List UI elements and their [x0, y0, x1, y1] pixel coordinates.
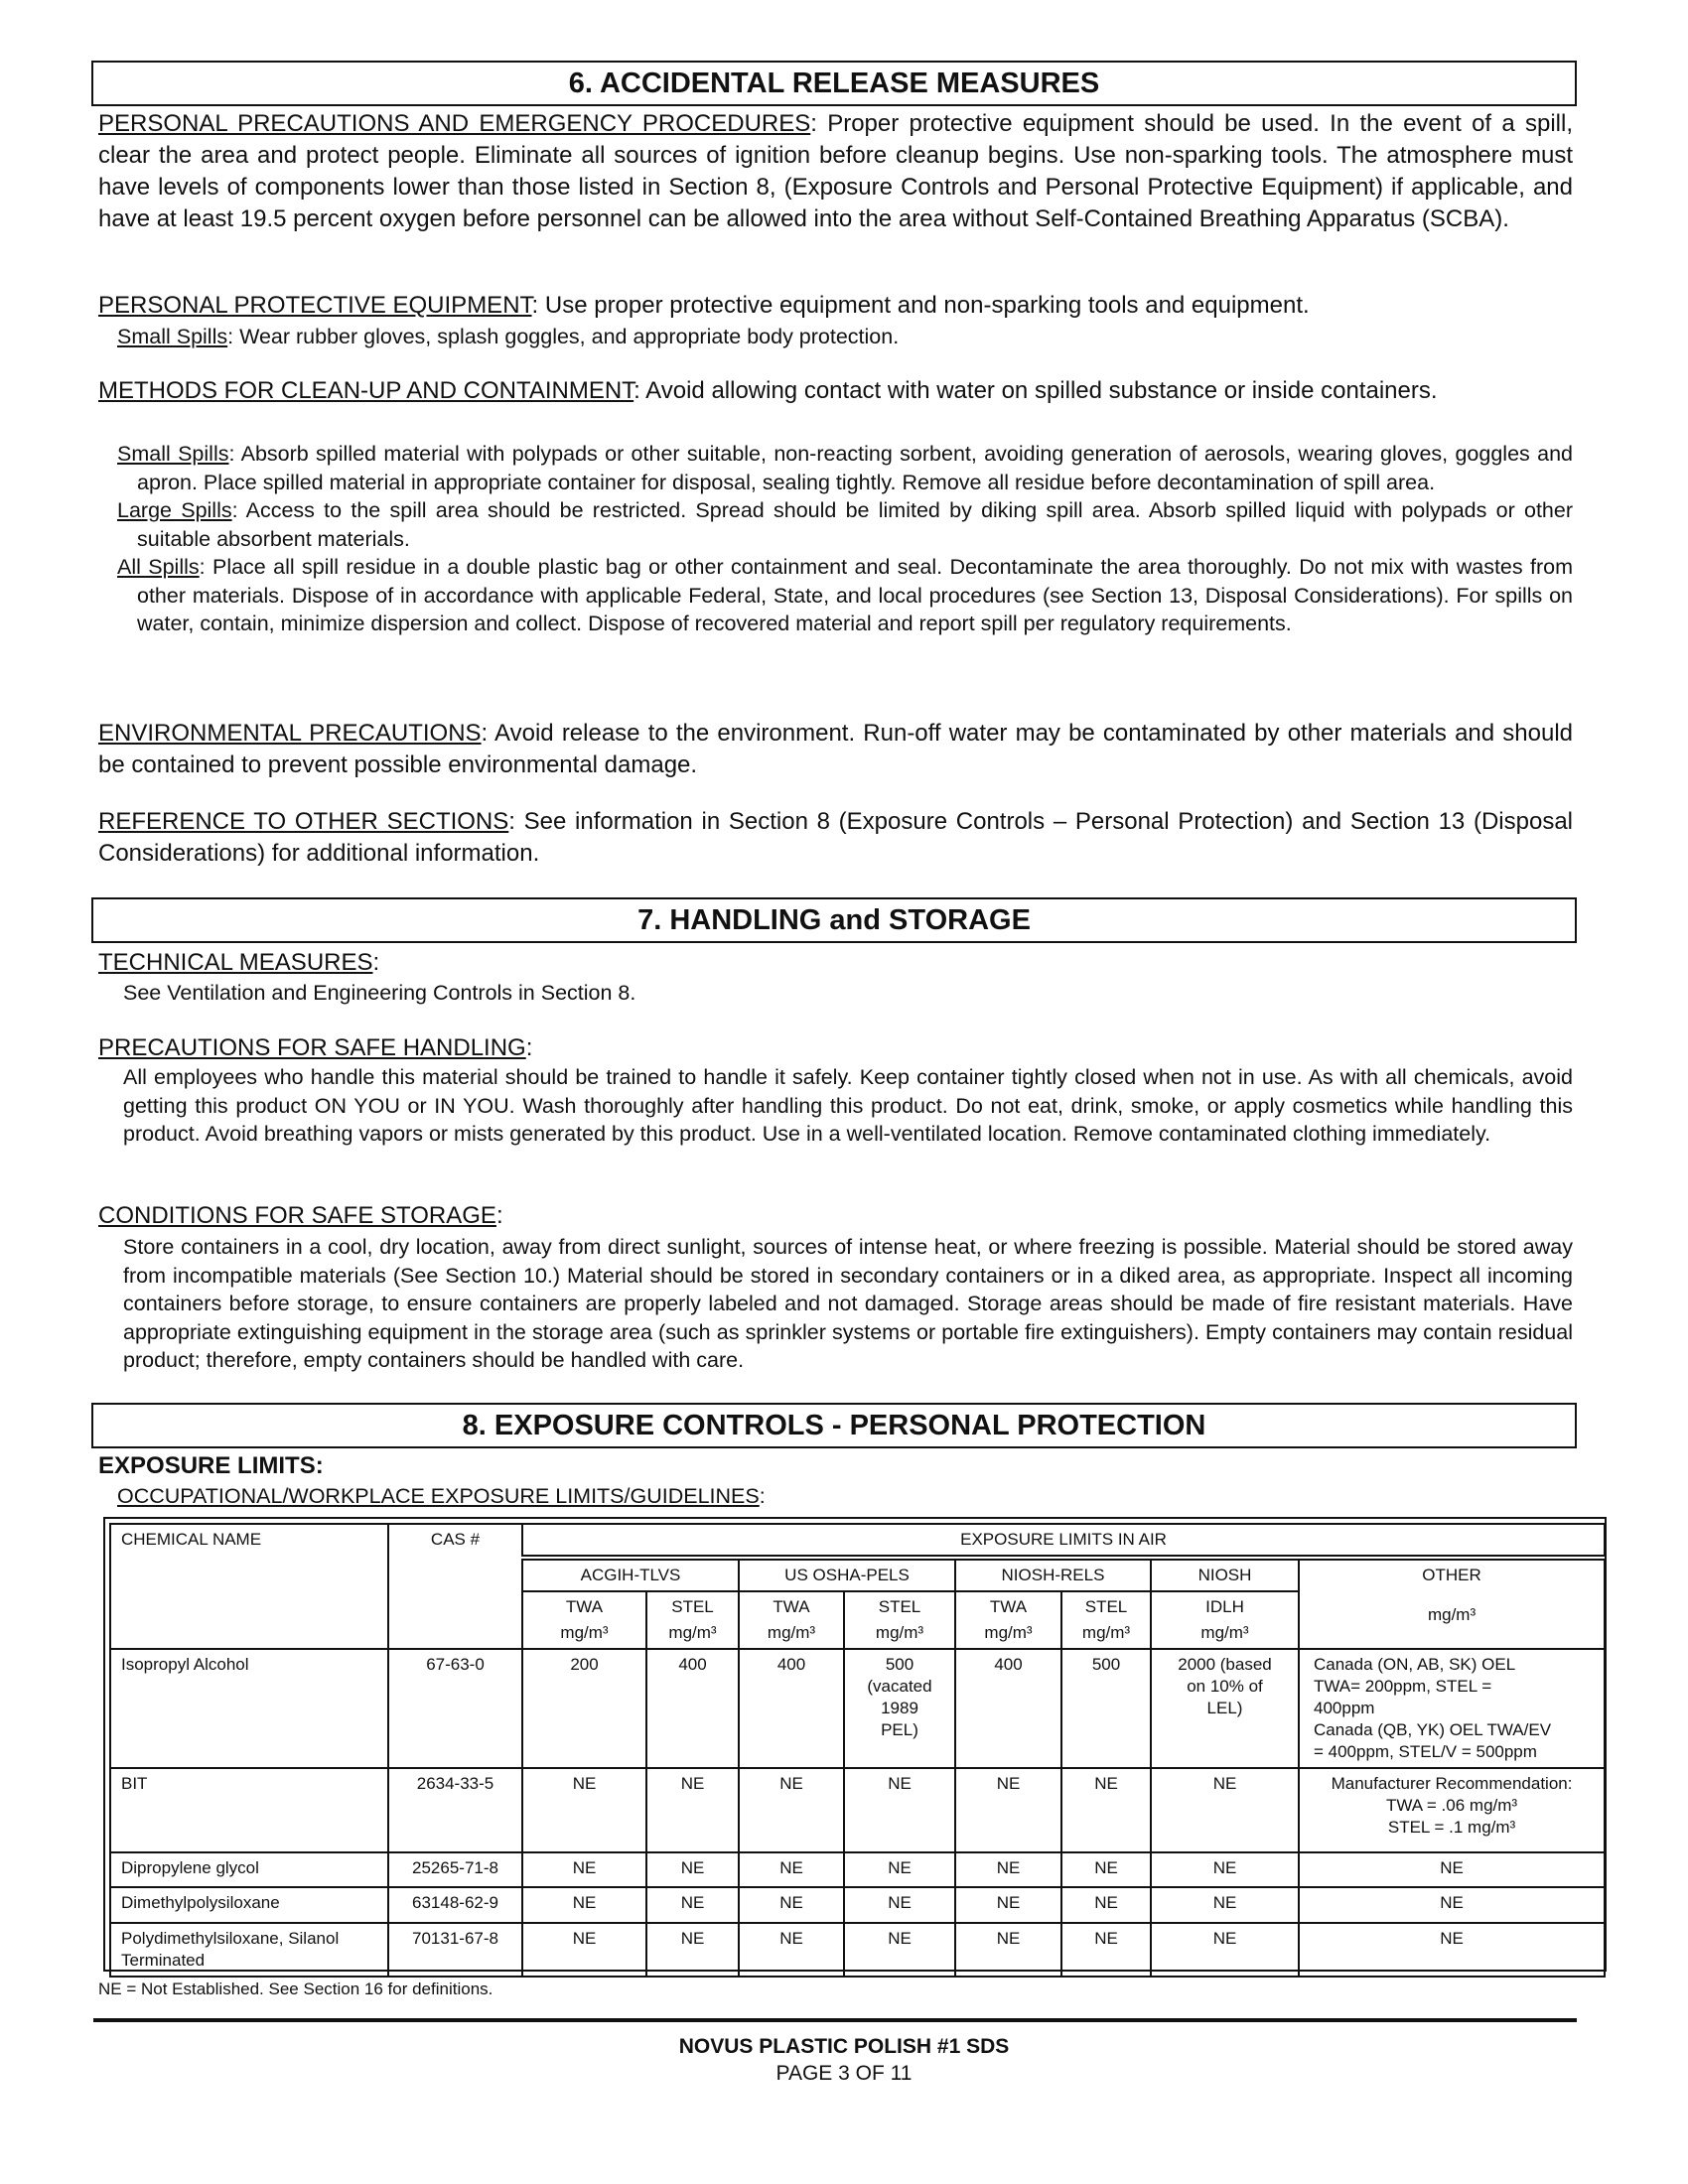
cas-cell: 70131-67-8	[388, 1923, 522, 1977]
subcol-twa	[522, 1591, 646, 1649]
subcol-idlh	[1151, 1591, 1299, 1649]
limit-cell: NE	[844, 1852, 955, 1887]
group-other	[1299, 1558, 1605, 1649]
limit-cell: NE	[739, 1852, 844, 1887]
subcol-label: STEL	[878, 1597, 921, 1616]
other-cell: Canada (ON, AB, SK) OEL TWA= 200ppm, STEL = 400ppm Canada (QB, YK) OEL TWA/EV = 400ppm, STEL/V = 500ppm	[1299, 1649, 1605, 1768]
technical-measures	[98, 947, 1573, 979]
ppe-label: PERSONAL PROTECTIVE EQUIPMENT	[98, 292, 532, 319]
table-row	[110, 1887, 1605, 1923]
safe-storage	[98, 1200, 1573, 1232]
group-niosh-rels: NIOSH-RELS	[955, 1558, 1151, 1591]
environmental-precautions	[98, 718, 1573, 781]
personal-precautions-label: PERSONAL PRECAUTIONS AND EMERGENCY PROCEDURES	[98, 110, 811, 137]
subcol-twa	[739, 1591, 844, 1649]
handling-colon: :	[525, 1034, 533, 1061]
section-6-header: 6. ACCIDENTAL RELEASE MEASURES	[91, 61, 1577, 106]
limit-cell: NE	[646, 1768, 739, 1852]
small-spills-label: Small Spills	[117, 442, 229, 466]
limit-cell: 200	[522, 1649, 646, 1768]
chemical-name-cell: Dimethylpolysiloxane	[110, 1887, 388, 1923]
subcol-label: STEL	[671, 1597, 714, 1616]
subcol-stel	[1061, 1591, 1151, 1649]
table-row	[110, 1852, 1605, 1887]
col-cas: CAS #	[388, 1524, 522, 1649]
all-spills-label: All Spills	[117, 555, 200, 579]
environmental-label: ENVIRONMENTAL PRECAUTIONS	[98, 720, 482, 747]
other-cell: NE	[1299, 1923, 1605, 1977]
limit-cell: NE	[646, 1852, 739, 1887]
exposure-table	[109, 1523, 1606, 1978]
subcol-label: TWA	[989, 1597, 1028, 1616]
subcol-label: STEL	[1084, 1597, 1128, 1616]
chemical-name-cell: BIT	[110, 1768, 388, 1852]
limit-cell: NE	[646, 1923, 739, 1977]
limit-cell: NE	[739, 1768, 844, 1852]
limit-cell: 2000 (based on 10% of LEL)	[1151, 1649, 1299, 1768]
group-niosh: NIOSH	[1151, 1558, 1299, 1591]
limit-cell: NE	[739, 1923, 844, 1977]
methods-subitems	[117, 440, 1573, 638]
col-chemical-name: CHEMICAL NAME	[110, 1524, 388, 1649]
environmental-text: : Avoid release to the environment. Run-off water may be contaminated by other materials and should be contained to prevent possible environmental damage.	[98, 720, 1574, 778]
methods	[98, 375, 1573, 406]
footer-divider	[93, 2018, 1577, 2022]
ppe	[98, 290, 1573, 322]
limit-cell: NE	[1151, 1768, 1299, 1852]
occupational-colon: :	[759, 1484, 766, 1508]
methods-small-spills	[117, 440, 1573, 496]
limit-cell: NE	[1151, 1887, 1299, 1923]
methods-all-spills	[117, 553, 1573, 638]
cas-cell: 2634-33-5	[388, 1768, 522, 1852]
limit-cell: NE	[522, 1768, 646, 1852]
subcol-stel	[844, 1591, 955, 1649]
subcol-label: TWA	[565, 1597, 604, 1616]
limit-cell: NE	[522, 1852, 646, 1887]
exposure-limits-table	[103, 1517, 1607, 1972]
subcol-unit: mg/m³	[984, 1623, 1033, 1642]
personal-precautions-text: : Proper protective equipment should be used. In the event of a spill, clear the area and protect people. Eliminate all sources of ignition before cleanup begins. Use non-sparking tools. The atmosphere must have levels of components lower than those listed in Section 8, (Exposure Controls and Personal Protective Equipment) if applicable, and have at least 19.5 percent oxygen before personnel can be allowed into the area without Self-Contained Breathing Apparatus (SCBA).	[98, 110, 1573, 232]
large-spills-label: Large Spills	[117, 498, 232, 522]
technical-body: See Ventilation and Engineering Controls in Section 8.	[123, 981, 636, 1005]
other-cell: Manufacturer Recommendation: TWA = .06 mg/m³ STEL = .1 mg/m³	[1299, 1768, 1605, 1852]
storage-body: Store containers in a cool, dry location, away from direct sunlight, sources of intense heat, or where freezing is possible. Material should be stored away from incompatible materials (See Section 10.) Material should be stored in secondary containers or in a diked area, as appropriate. Inspect all incoming containers before storage, to ensure containers are properly labeled and not damaged. Storage areas should be made of fire resistant materials. Have appropriate extinguishing equipment in the storage area (such as sprinkler systems or portable fire extinguishers). Empty containers may contain residual product; therefore, empty containers should be handled with care.	[123, 1235, 1573, 1373]
cas-cell: 67-63-0	[388, 1649, 522, 1768]
subcol-stel	[646, 1591, 739, 1649]
subcol-unit: mg/m³	[1081, 1623, 1131, 1642]
ppe-small-label: Small Spills	[117, 325, 228, 348]
ppe-small-spills	[117, 323, 1573, 351]
limit-cell: 500	[1061, 1649, 1151, 1768]
safe-handling	[98, 1032, 1573, 1064]
limit-cell: NE	[955, 1887, 1061, 1923]
limit-cell: NE	[739, 1887, 844, 1923]
other-unit: mg/m³	[1427, 1605, 1477, 1624]
all-spills-text: : Place all spill residue in a double plastic bag or other containment and seal. Decontaminate the area thoroughly. Do not mix with wastes from other materials. Dispose of in accordance with applicable Federal, State, and local procedures (see Section 13, Disposal Considerations). For spills on water, contain, minimize dispersion and collect. Dispose of recovered material and report spill per regulatory requirements.	[137, 555, 1573, 635]
subcol-label: IDLH	[1205, 1597, 1244, 1616]
table-row	[110, 1923, 1605, 1977]
limit-cell: 400	[646, 1649, 739, 1768]
limit-cell: NE	[1151, 1852, 1299, 1887]
group-osha: US OSHA-PELS	[739, 1558, 955, 1591]
reference-sections	[98, 806, 1573, 870]
subcol-twa	[955, 1591, 1061, 1649]
footer-product: NOVUS PLASTIC POLISH #1 SDS	[678, 2035, 1010, 2058]
subcol-unit: mg/m³	[668, 1623, 717, 1642]
table-row	[110, 1649, 1605, 1768]
limit-cell: NE	[955, 1852, 1061, 1887]
limit-cell: NE	[1061, 1852, 1151, 1887]
limit-cell: NE	[1061, 1887, 1151, 1923]
limit-cell: NE	[1151, 1923, 1299, 1977]
cas-cell: 63148-62-9	[388, 1887, 522, 1923]
footer-page: PAGE 3 OF 11	[775, 2062, 913, 2085]
limit-cell: NE	[646, 1887, 739, 1923]
methods-label: METHODS FOR CLEAN-UP AND CONTAINMENT	[98, 377, 634, 404]
storage-label: CONDITIONS FOR SAFE STORAGE	[98, 1202, 496, 1229]
subcol-unit: mg/m³	[767, 1623, 816, 1642]
limit-cell: NE	[522, 1887, 646, 1923]
table-row	[110, 1768, 1605, 1852]
methods-text: : Avoid allowing contact with water on spilled substance or inside containers.	[633, 377, 1438, 404]
occupational-label: OCCUPATIONAL/WORKPLACE EXPOSURE LIMITS/GUIDELINES	[117, 1484, 760, 1508]
section-8-header: 8. EXPOSURE CONTROLS - PERSONAL PROTECTION	[91, 1403, 1577, 1448]
limit-cell: NE	[844, 1887, 955, 1923]
other-cell: NE	[1299, 1887, 1605, 1923]
limit-cell: NE	[844, 1768, 955, 1852]
limit-cell: NE	[844, 1923, 955, 1977]
subcol-unit: mg/m³	[875, 1623, 924, 1642]
chemical-name-cell: Dipropylene glycol	[110, 1852, 388, 1887]
handling-body: All employees who handle this material should be trained to handle it safely. Keep container tightly closed when not in use. As with all chemicals, avoid getting this product ON YOU or IN YOU. Wash thoroughly after handling this product. Do not eat, drink, smoke, or apply cosmetics while handling this product. Avoid breathing vapors or mists generated by this product. Use in a well-ventilated location. Remove contaminated clothing immediately.	[123, 1065, 1573, 1147]
ppe-small-text: : Wear rubber gloves, splash goggles, and appropriate body protection.	[227, 325, 900, 348]
technical-label: TECHNICAL MEASURES	[98, 949, 373, 976]
subcol-unit: mg/m³	[1200, 1623, 1249, 1642]
occupational-heading	[117, 1482, 766, 1510]
limit-cell: NE	[1061, 1768, 1151, 1852]
limit-cell: NE	[1061, 1923, 1151, 1977]
limit-cell: 500 (vacated 1989 PEL)	[844, 1649, 955, 1768]
ppe-text: : Use proper protective equipment and non-sparking tools and equipment.	[531, 292, 1310, 319]
other-cell: NE	[1299, 1852, 1605, 1887]
technical-colon: :	[372, 949, 380, 976]
col-exposure-in-air: EXPOSURE LIMITS IN AIR	[522, 1524, 1605, 1558]
storage-colon: :	[495, 1202, 503, 1229]
other-label: OTHER	[1422, 1566, 1481, 1584]
limit-cell: NE	[955, 1768, 1061, 1852]
reference-text: : See information in Section 8 (Exposure Controls – Personal Protection) and Section 13 (Disposal Considerations) for additional information.	[98, 808, 1573, 867]
table-note: NE = Not Established. See Section 16 for definitions.	[98, 1979, 493, 1998]
small-spills-text: : Absorb spilled material with polypads or other suitable, non-reacting sorbent, avoiding generation of aerosols, wearing gloves, goggles and apron. Place spilled material in appropriate container for disposal, sealing tightly. Remove all residue before decontamination of spill area.	[137, 442, 1573, 494]
chemical-name-cell: Polydimethylsiloxane, Silanol Terminated	[110, 1923, 388, 1977]
methods-large-spills	[117, 496, 1573, 553]
reference-label: REFERENCE TO OTHER SECTIONS	[98, 808, 509, 835]
cas-cell: 25265-71-8	[388, 1852, 522, 1887]
limit-cell: 400	[739, 1649, 844, 1768]
chemical-name-cell: Isopropyl Alcohol	[110, 1649, 388, 1768]
limit-cell: NE	[955, 1923, 1061, 1977]
group-acgih: ACGIH-TLVS	[522, 1558, 739, 1591]
handling-label: PRECAUTIONS FOR SAFE HANDLING	[98, 1034, 526, 1061]
subcol-label: TWA	[773, 1597, 810, 1616]
section-7-header: 7. HANDLING and STORAGE	[91, 897, 1577, 943]
subcol-unit: mg/m³	[560, 1623, 609, 1642]
large-spills-text: : Access to the spill area should be restricted. Spread should be limited by diking spill area. Absorb spilled liquid with polypads or other suitable absorbent materials.	[137, 498, 1573, 551]
limit-cell: NE	[522, 1923, 646, 1977]
exposure-limits-heading: EXPOSURE LIMITS:	[98, 1452, 324, 1479]
limit-cell: 400	[955, 1649, 1061, 1768]
personal-precautions	[98, 108, 1573, 235]
